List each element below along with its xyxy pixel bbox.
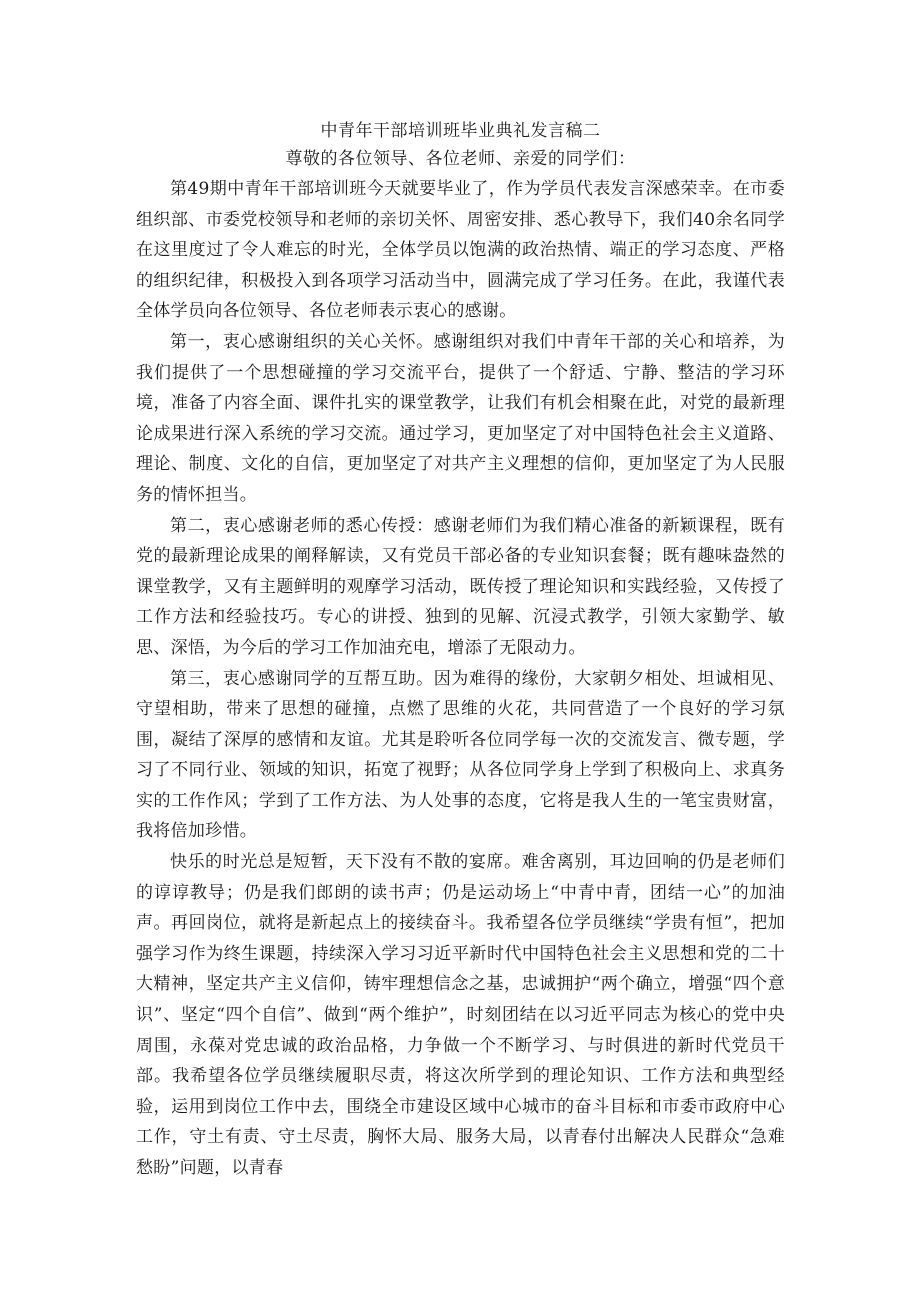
paragraph-thanks-teachers: 第二，衷心感谢老师的悉心传授：感谢老师们为我们精心准备的新颖课程，既有党的最新理论成果的阐释解读，又有党员干部必备的专业知识套餐；既有趣味盎然的课堂教学，又有主题鲜明的观摩学习活动，既传授了理论知识和实践经验，又传授了工作方法和经验技巧。专心的讲授、独到的见解、沉浸式教学，引领大家勤学、敏思、深悟，为今后的学习工作加油充电，增添了无限动力。 — [136, 515, 785, 658]
paragraph-intro: 第49期中青年干部培训班今天就要毕业了，作为学员代表发言深感荣幸。在市委组织部、市委党校领导和老师的亲切关怀、周密安排、悉心教导下，我们40余名同学在这里度过了令人难忘的时光，全体学员以饱满的政治热情、端正的学习态度、严格的组织纪律，积极投入到各项学习活动当中，圆满完成了学习任务。在此，我谨代表全体学员向各位领导、各位老师表示衷心的感谢。 — [136, 179, 785, 322]
paragraph-closing: 快乐的时光总是短暂，天下没有不散的宴席。难舍离别，耳边回响的仍是老师们的谆谆教导；仍是我们郎朗的读书声；仍是运动场上“中青中青，团结一心”的加油声。再回岗位，就将是新起点上的接续奋斗。我希望各位学员继续“学贵有恒”，把加强学习作为终生课题，持续深入学习习近平新时代中国特色社会主义思想和党的二十大精神，坚定共产主义信仰，铸牢理想信念之基，忠诚拥护“两个确立，增强“四个意识”、坚定“四个自信”、做到“两个维护”，时刻团结在以习近平同志为核心的党中央周围，永葆对党忠诚的政治品格，力争做一个不断学习、与时俱进的新时代党员干部。我希望各位学员继续履职尽责，将这次所学到的理论知识、工作方法和典型经验，运用到岗位工作中去，围绕全市建设区域中心城市的奋斗目标和市委市政府中心工作，守土有责、守土尽责，胸怀大局、服务大局，以青春付出解决人民群众“急难愁盼”问题，以青春 — [136, 852, 785, 1178]
document-body — [136, 118, 785, 1184]
paragraph-thanks-organization: 第一，衷心感谢组织的关心关怀。感谢组织对我们中青年干部的关心和培养，为我们提供了一个思想碰撞的学习交流平台，提供了一个舒适、宁静、整洁的学习环境，准备了内容全面、课件扎实的课堂教学，让我们有机会相聚在此，对党的最新理论成果进行深入系统的学习交流。通过学习，更加坚定了对中国特色社会主义道路、理论、制度、文化的自信，更加坚定了对共产主义理想的信仰，更加坚定了为人民服务的情怀担当。 — [136, 331, 785, 505]
salutation: 尊敬的各位领导、各位老师、亲爱的同学们： — [285, 149, 636, 169]
paragraph-thanks-classmates: 第三，衷心感谢同学的互帮互助。因为难得的缘份，大家朝夕相处、坦诚相见、守望相助，带来了思想的碰撞，点燃了思维的火花，共同营造了一个良好的学习氛围，凝结了深厚的感情和友谊。尤其是聆听各位同学每一次的交流发言、微专题，学习了不同行业、领域的知识，拓宽了视野；从各位同学身上学到了积极向上、求真务实的工作作风；学到了工作方法、为人处事的态度，它将是我人生的一笔宝贵财富，我将倍加珍惜。 — [136, 668, 785, 842]
document-title: 中青年干部培训班毕业典礼发言稿二 — [320, 121, 601, 141]
